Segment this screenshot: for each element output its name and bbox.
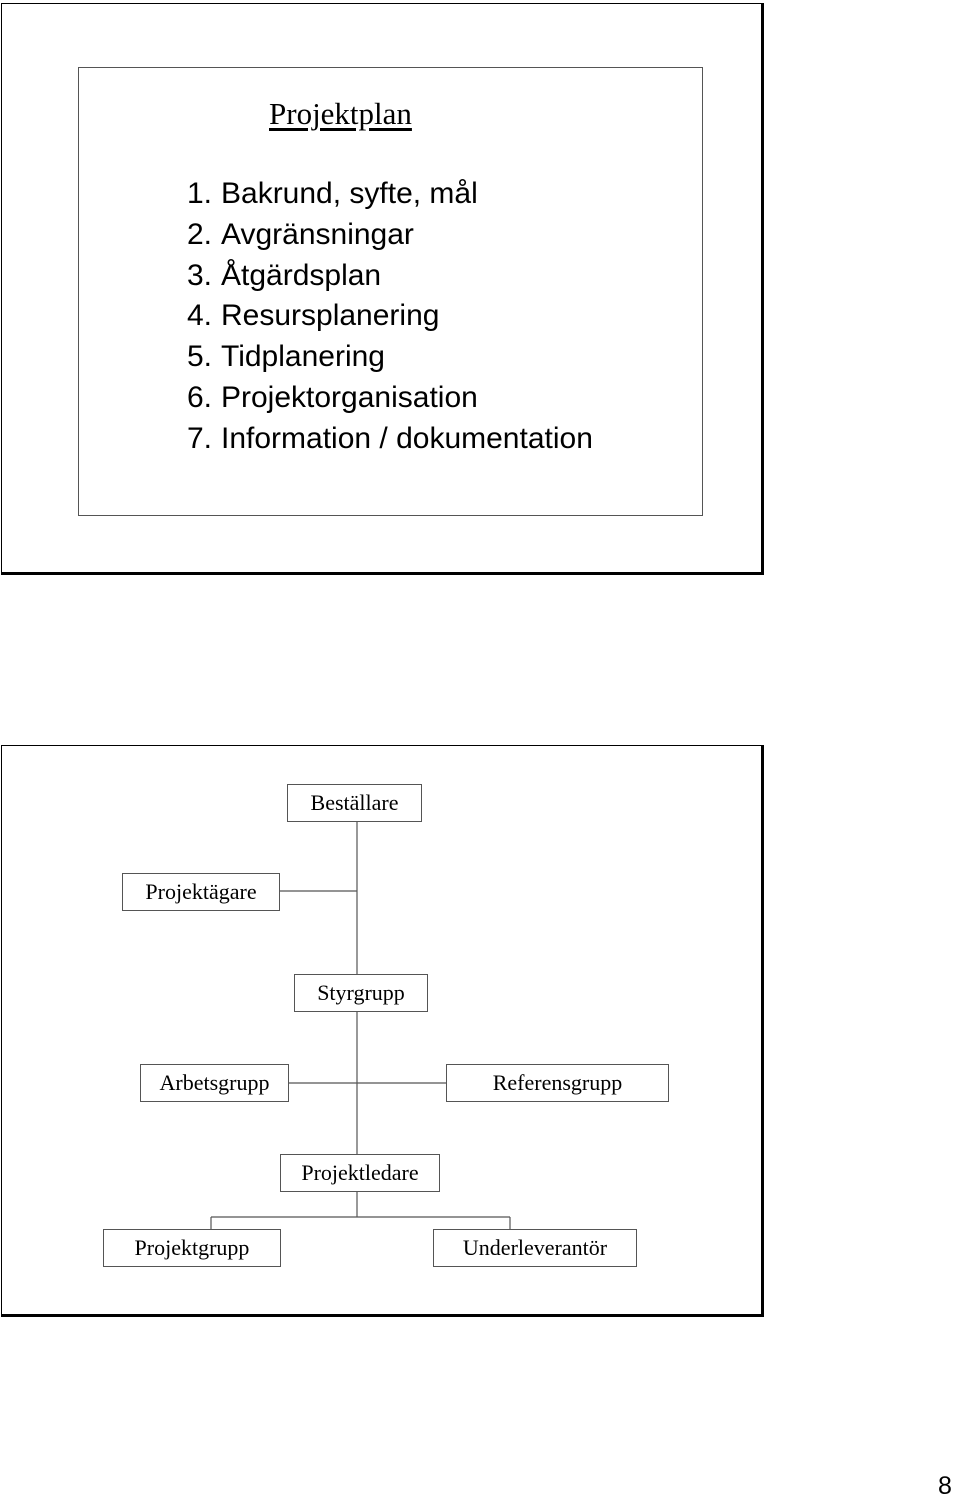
list-item: 7. Information / dokumentation	[187, 421, 593, 455]
org-box-bestallare: Beställare	[287, 784, 422, 822]
org-box-underleverantor: Underleverantör	[433, 1229, 637, 1267]
list-item: 3. Åtgärdsplan	[187, 258, 382, 292]
list-item: 4. Resursplanering	[187, 299, 440, 333]
slide-projektplan	[1, 3, 764, 575]
page-number: 8	[938, 1472, 952, 1500]
org-box-styrgrupp: Styrgrupp	[294, 974, 428, 1012]
list-item: 1. Bakrund, syfte, mål	[187, 177, 478, 210]
org-box-arbetsgrupp: Arbetsgrupp	[140, 1064, 289, 1102]
plan-list	[187, 174, 593, 460]
slide-org-chart	[1, 745, 764, 1317]
slide-title: Projektplan	[269, 96, 412, 131]
slide-content-frame	[78, 67, 703, 516]
list-item: 5. Tidplanering	[187, 340, 385, 374]
org-box-projektgrupp: Projektgrupp	[103, 1229, 281, 1267]
list-item: 6. Projektorganisation	[187, 380, 478, 414]
org-box-projektagare: Projektägare	[122, 873, 280, 911]
org-box-referensgrupp: Referensgrupp	[446, 1064, 669, 1102]
org-box-projektledare: Projektledare	[280, 1154, 440, 1192]
list-item: 2. Avgränsningar	[187, 217, 414, 251]
